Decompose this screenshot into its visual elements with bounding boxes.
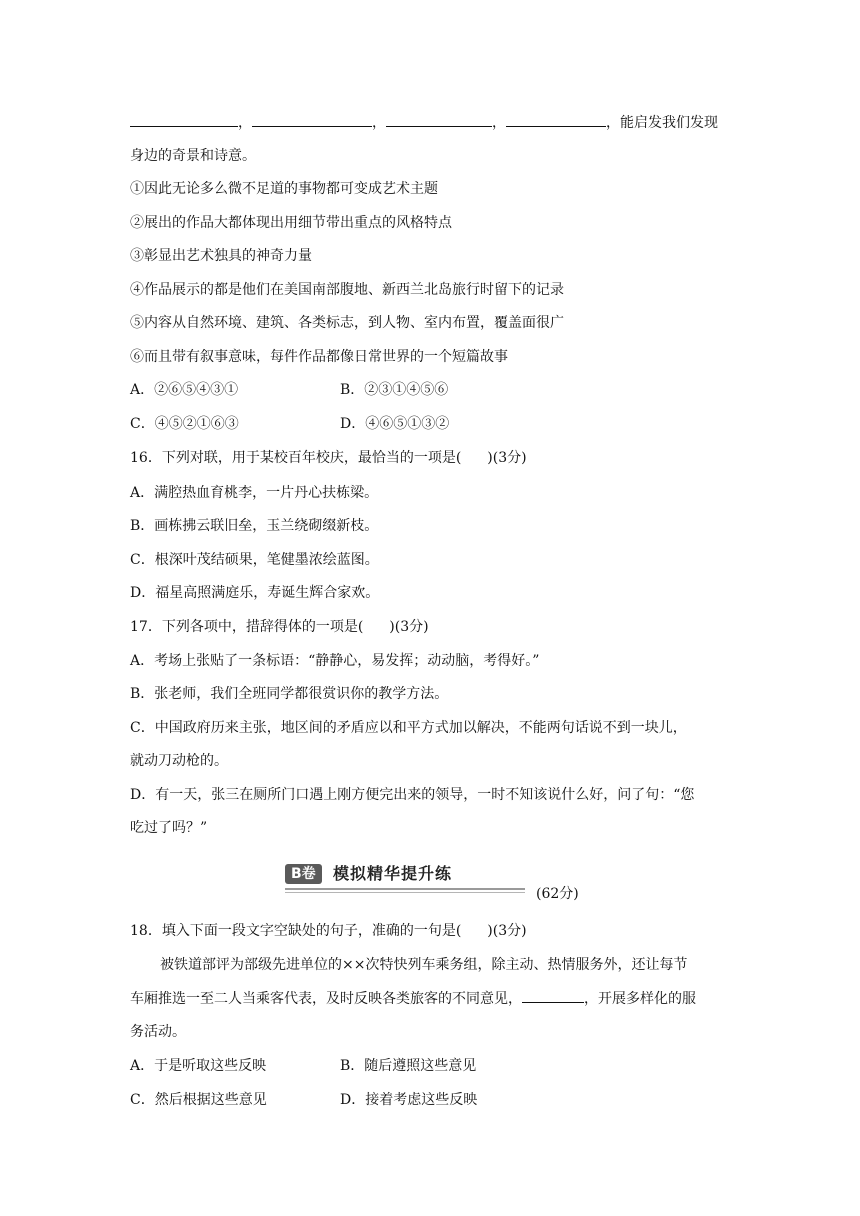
q17-option-d-cont: 吃过了吗？” [130,820,208,836]
q16-option-c: C．根深叶茂结硕果，笔健墨浓绘蓝图。 [130,552,379,568]
q15-option-c: C．④⑤②①⑥③ [130,416,239,432]
q15-item-5: ⑤内容从自然环境、建筑、各类标志，到人物、室内布置，覆盖面很广 [130,315,564,331]
q17-option-a: A．考场上张贴了一条标语：“静静心，易发挥；动动脑，考得好。” [130,653,540,669]
section-points: (62分) [536,886,579,902]
intro-line-2: 身边的奇景和诗意。 [130,148,256,164]
q17-option-d: D．有一天，张三在厕所门口遇上刚方便完出来的领导，一时不知该说什么好，问了句：“您 [130,787,695,803]
q17-option-b: B．张老师，我们全班同学都很赏识你的教学方法。 [130,686,449,702]
passage-text: ，开展多样化的服 [584,991,696,1007]
separator: ， [238,115,252,131]
section-b-banner [285,862,525,896]
divider [285,888,525,890]
q17-option-c-cont: 就动刀动枪的。 [130,753,228,769]
q16-option-d: D．福星高照满庭乐，寿诞生辉合家欢。 [130,585,380,601]
q17-stem [130,617,429,637]
answer-blank [130,112,238,127]
q17-stem-text: 17．下列各项中，措辞得体的一项是( [130,619,364,635]
q18-option-b: B．随后遵照这些意见 [340,1058,477,1074]
q18-stem-text: 18．填入下面一段文字空缺处的句子，准确的一句是( [130,923,462,939]
q16-stem-text: 16．下列对联，用于某校百年校庆，最恰当的一项是( [130,450,462,466]
q18-option-c: C．然后根据这些意见 [130,1092,267,1108]
q18-passage-line-2 [130,988,696,1008]
q16-option-a: A．满腔热血育桃李，一片丹心扶栋梁。 [130,485,379,501]
q15-option-b: B．②③①④⑤⑥ [340,382,449,398]
answer-blank [522,988,584,1003]
q15-item-2: ②展出的作品大都体现出用细节带出重点的风格特点 [130,215,452,231]
answer-blank [506,112,606,127]
q15-item-6: ⑥而且带有叙事意味，每件作品都像日常世界的一个短篇故事 [130,349,508,365]
answer-blank [386,112,492,127]
q17-score: )(3分) [389,619,429,635]
q15-option-a: A．②⑥⑤④③① [130,382,239,398]
q18-stem [130,921,527,941]
q18-passage-line-1: 被铁道部评为部级先进单位的××次特快列车乘务组，除主动、热情服务外，还让每节 [160,957,688,973]
q18-score: )(3分) [487,923,527,939]
q17-option-c: C．中国政府历来主张，地区间的矛盾应以和平方式加以解决，不能两句话说不到一块儿， [130,720,687,736]
answer-blank [252,112,372,127]
q15-option-d: D．④⑥⑤①③② [340,416,450,432]
q15-blanks-line [130,112,718,132]
q18-option-a: A．于是听取这些反映 [130,1058,267,1074]
section-badge: B卷 [285,864,322,884]
q16-option-b: B．画栋拂云联旧垒，玉兰绕砌缀新枝。 [130,518,379,534]
q18-passage-line-3: 务活动。 [130,1024,186,1040]
passage-text: 车厢推选一至二人当乘客代表，及时反映各类旅客的不同意见， [130,991,522,1007]
intro-tail: ，能启发我们发现 [606,115,718,131]
q15-item-3: ③彰显出艺术独具的神奇力量 [130,248,312,264]
separator: ， [372,115,386,131]
q15-item-4: ④作品展示的都是他们在美国南部腹地、新西兰北岛旅行时留下的记录 [130,282,564,298]
q18-option-d: D．接着考虑这些反映 [340,1092,478,1108]
divider [285,892,525,893]
separator: ， [492,115,506,131]
q15-item-1: ①因此无论多么微不足道的事物都可变成艺术主题 [130,181,438,197]
section-title: 模拟精华提升练 [333,864,453,883]
q16-score: )(3分) [487,450,527,466]
q16-stem [130,448,527,468]
